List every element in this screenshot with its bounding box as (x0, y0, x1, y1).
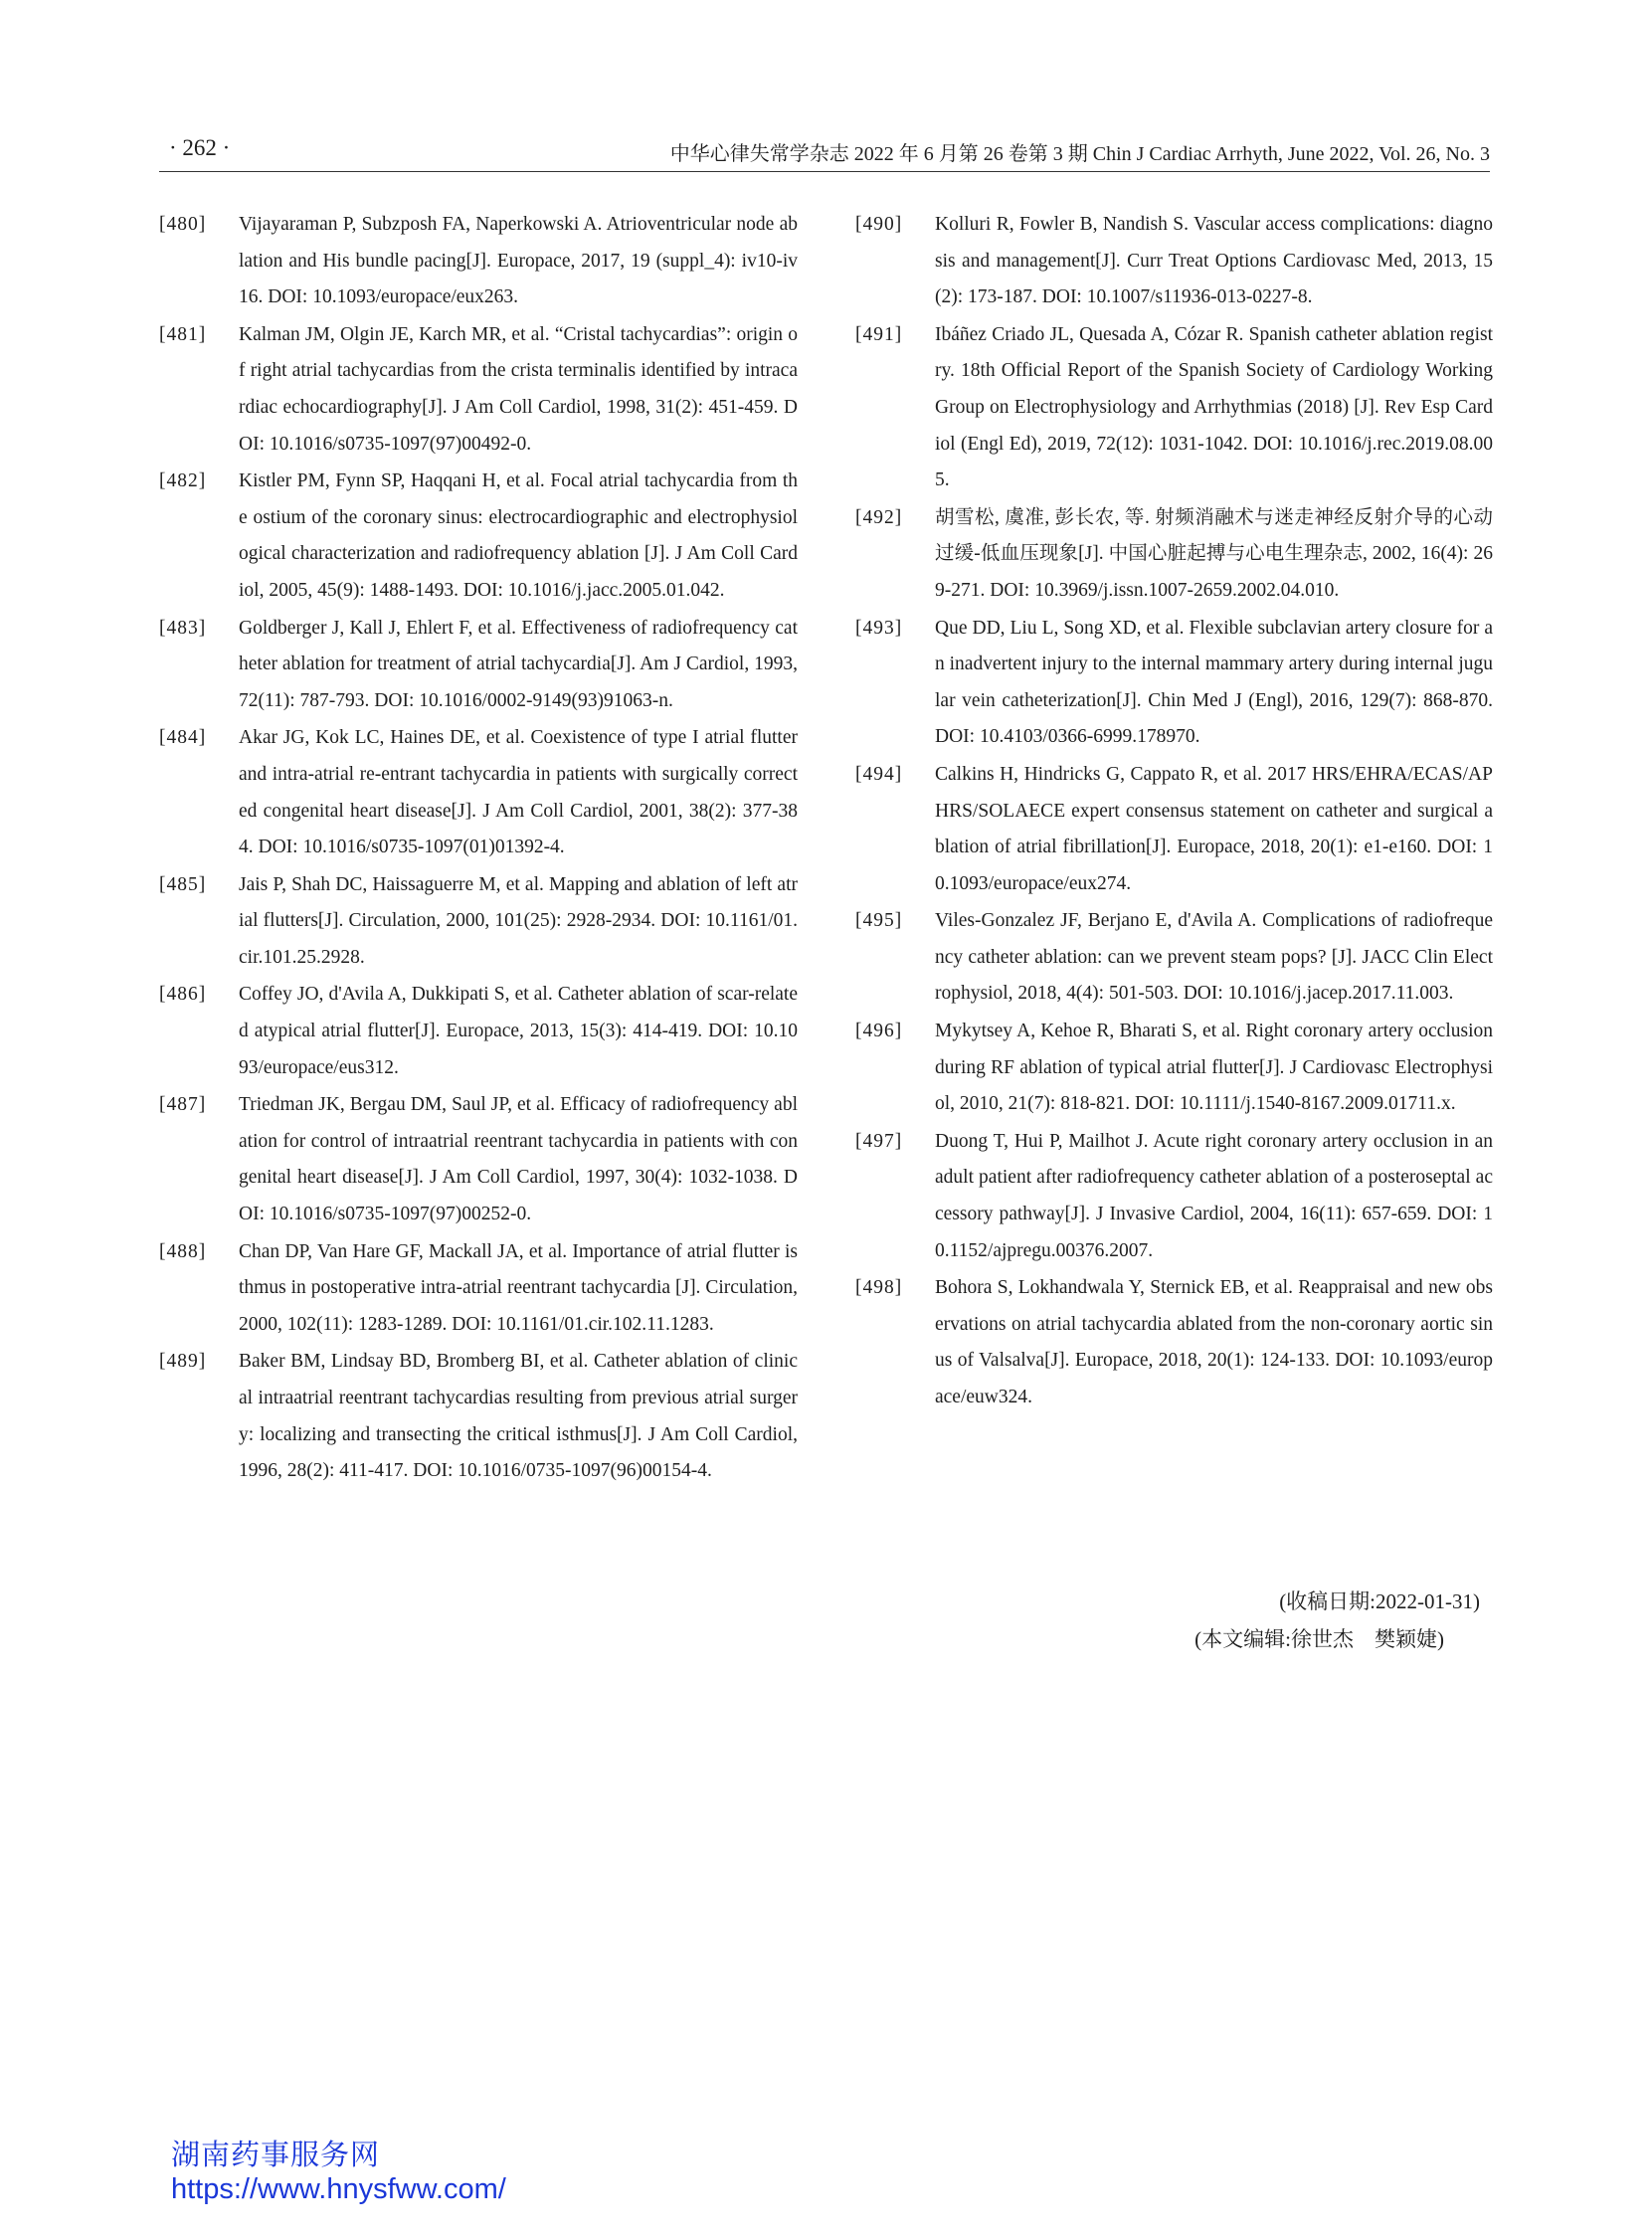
reference-number: [495] (855, 910, 903, 932)
reference-480 (159, 207, 798, 316)
reference-number: [490] (855, 214, 903, 235)
reference-497 (855, 1124, 1493, 1269)
reference-number: [493] (855, 617, 903, 639)
editor-credit: (本文编辑:徐世杰 樊颖婕) (1194, 1627, 1444, 1651)
page-number: · 262 · (169, 135, 231, 160)
reference-496 (855, 1014, 1493, 1123)
watermark-url-link[interactable]: https://www.hnysfww.com/ (171, 2173, 506, 2205)
reference-text: Chan DP, Van Hare GF, Mackall JA, et al. Importance of atrial flutter isthmus in postoperative intra-atrial reentrant tachycardia [J]. Circulation, 2000, 102(11): 1283-1289. DOI: 10.1161/01.cir.102.11.1283. (239, 1240, 798, 1335)
reference-text: 胡雪松, 虞准, 彭长农, 等. 射频消融术与迷走神经反射介导的心动过缓-低血压现象[J]. 中国心脏起搏与心电生理杂志, 2002, 16(4): 269-271. DOI: 10.3969/j.issn.1007-2659.2002.04.010. (935, 506, 1493, 601)
reference-number: [496] (855, 1021, 903, 1042)
reference-483 (159, 611, 798, 720)
reference-number: [492] (855, 506, 903, 528)
reference-text: Coffey JO, d'Avila A, Dukkipati S, et al. Catheter ablation of scar-related atypical atrial flutter[J]. Europace, 2013, 15(3): 414-419. DOI: 10.1093/europace/eus312. (239, 984, 798, 1078)
reference-number: [481] (159, 323, 207, 345)
received-date: (收稿日期:2022-01-31) (1279, 1589, 1480, 1613)
reference-text: Akar JG, Kok LC, Haines DE, et al. Coexistence of type I atrial flutter and intra-atrial re-entrant tachycardia in patients with surgically corrected congenital heart disease[J]. J Am Coll Cardiol, 2001, 38(2): 377-384. DOI: 10.1016/s0735-1097(01)01392-4. (239, 727, 798, 858)
reference-number: [494] (855, 763, 903, 785)
reference-text: Goldberger J, Kall J, Ehlert F, et al. Effectiveness of radiofrequency catheter ablation for treatment of atrial tachycardia[J]. Am J Cardiol, 1993, 72(11): 787-793. DOI: 10.1016/0002-9149(93)91063-n. (239, 617, 798, 711)
reference-number: [484] (159, 727, 207, 749)
reference-text: Ibáñez Criado JL, Quesada A, Cózar R. Spanish catheter ablation registry. 18th Official Report of the Spanish Society of Cardiology Working Group on Electrophysiology and Arrhythmias (2018) [J]. Rev Esp Cardiol (Engl Ed), 2019, 72(12): 1031-1042. DOI: 10.1016/j.rec.2019.08.005. (935, 323, 1493, 491)
reference-484 (159, 720, 798, 865)
reference-number: [498] (855, 1277, 903, 1299)
reference-number: [480] (159, 214, 207, 235)
reference-number: [491] (855, 323, 903, 345)
reference-text: Bohora S, Lokhandwala Y, Sternick EB, et al. Reappraisal and new observations on atrial tachycardia ablated from the non-coronary aortic sinus of Valsalva[J]. Europace, 2018, 20(1): 124-133. DOI: 10.1093/europace/euw324. (935, 1277, 1493, 1407)
reference-number: [489] (159, 1351, 207, 1373)
reference-487 (159, 1087, 798, 1232)
reference-495 (855, 903, 1493, 1013)
reference-text: Viles-Gonzalez JF, Berjano E, d'Avila A. Complications of radiofrequency catheter ablation: can we prevent steam pops? [J]. JACC Clin Electrophysiol, 2018, 4(4): 501-503. DOI: 10.1016/j.jacep.2017.11.003. (935, 910, 1493, 1005)
reference-493 (855, 611, 1493, 756)
reference-text: Kistler PM, Fynn SP, Haqqani H, et al. Focal atrial tachycardia from the ostium of the coronary sinus: electrocardiographic and electrophysiological characterization and radiofrequency ablation [J]. J Am Coll Cardiol, 2005, 45(9): 1488-1493. DOI: 10.1016/j.jacc.2005.01.042. (239, 470, 798, 601)
reference-489 (159, 1344, 798, 1489)
reference-text: Que DD, Liu L, Song XD, et al. Flexible subclavian artery closure for an inadvertent injury to the internal mammary artery during internal jugular vein catheterization[J]. Chin Med J (Engl), 2016, 129(7): 868-870. DOI: 10.4103/0366-6999.178970. (935, 617, 1493, 748)
page-header (159, 135, 1490, 172)
journal-running-head: 中华心律失常学杂志 2022 年 6 月第 26 卷第 3 期 Chin J Cardiac Arrhyth, June 2022, Vol. 26, No. 3 (669, 143, 1490, 165)
reference-number: [483] (159, 617, 207, 639)
reference-485 (159, 867, 798, 977)
reference-491 (855, 317, 1493, 499)
reference-text: Triedman JK, Bergau DM, Saul JP, et al. Efficacy of radiofrequency ablation for control of intraatrial reentrant tachycardia in patients with congenital heart disease[J]. J Am Coll Cardiol, 1997, 30(4): 1032-1038. DOI: 10.1016/s0735-1097(97)00252-0. (239, 1094, 798, 1225)
reference-492 (855, 500, 1493, 610)
reference-481 (159, 317, 798, 463)
references-right-column (855, 207, 1493, 1417)
reference-text: Calkins H, Hindricks G, Cappato R, et al. 2017 HRS/EHRA/ECAS/APHRS/SOLAECE expert consensus statement on catheter and surgical ablation of atrial fibrillation[J]. Europace, 2018, 20(1): e1-e160. DOI: 10.1093/europace/eux274. (935, 763, 1493, 894)
reference-number: [486] (159, 984, 207, 1006)
reference-490 (855, 207, 1493, 316)
reference-text: Mykytsey A, Kehoe R, Bharati S, et al. Right coronary artery occlusion during RF ablation of typical atrial flutter[J]. J Cardiovasc Electrophysiol, 2010, 21(7): 818-821. DOI: 10.1111/j.1540-8167.2009.01711.x. (935, 1021, 1493, 1115)
reference-text: Kolluri R, Fowler B, Nandish S. Vascular access complications: diagnosis and management[J]. Curr Treat Options Cardiovasc Med, 2013, 15(2): 173-187. DOI: 10.1007/s11936-013-0227-8. (935, 214, 1493, 308)
reference-number: [487] (159, 1094, 207, 1116)
reference-488 (159, 1234, 798, 1344)
reference-text: Baker BM, Lindsay BD, Bromberg BI, et al. Catheter ablation of clinical intraatrial reentrant tachycardias resulting from previous atrial surgery: localizing and transecting the critical isthmus[J]. J Am Coll Cardiol, 1996, 28(2): 411-417. DOI: 10.1016/0735-1097(96)00154-4. (239, 1351, 798, 1482)
watermark (171, 2139, 506, 2206)
references-left-column (159, 207, 798, 1491)
reference-number: [488] (159, 1240, 207, 1262)
reference-text: Kalman JM, Olgin JE, Karch MR, et al. “Cristal tachycardias”: origin of right atrial tachycardias from the crista terminalis identified by intracardiac echocardiography[J]. J Am Coll Cardiol, 1998, 31(2): 451-459. DOI: 10.1016/s0735-1097(97)00492-0. (239, 323, 798, 455)
reference-498 (855, 1270, 1493, 1415)
reference-text: Vijayaraman P, Subzposh FA, Naperkowski A. Atrioventricular node ablation and His bundle pacing[J]. Europace, 2017, 19 (suppl_4): iv10-iv16. DOI: 10.1093/europace/eux263. (239, 214, 798, 308)
watermark-site-name: 湖南药事服务网 (171, 2140, 381, 2171)
reference-number: [485] (159, 873, 207, 895)
reference-486 (159, 977, 798, 1086)
reference-text: Jais P, Shah DC, Haissaguerre M, et al. Mapping and ablation of left atrial flutters[J]. Circulation, 2000, 101(25): 2928-2934. DOI: 10.1161/01.cir.101.25.2928. (239, 873, 798, 968)
reference-494 (855, 757, 1493, 902)
reference-482 (159, 464, 798, 609)
reference-text: Duong T, Hui P, Mailhot J. Acute right coronary artery occlusion in an adult patient after radiofrequency catheter ablation of a posteroseptal accessory pathway[J]. J Invasive Cardiol, 2004, 16(11): 657-659. DOI: 10.1152/ajpregu.00376.2007. (935, 1130, 1493, 1261)
reference-number: [482] (159, 470, 207, 492)
reference-number: [497] (855, 1130, 903, 1152)
